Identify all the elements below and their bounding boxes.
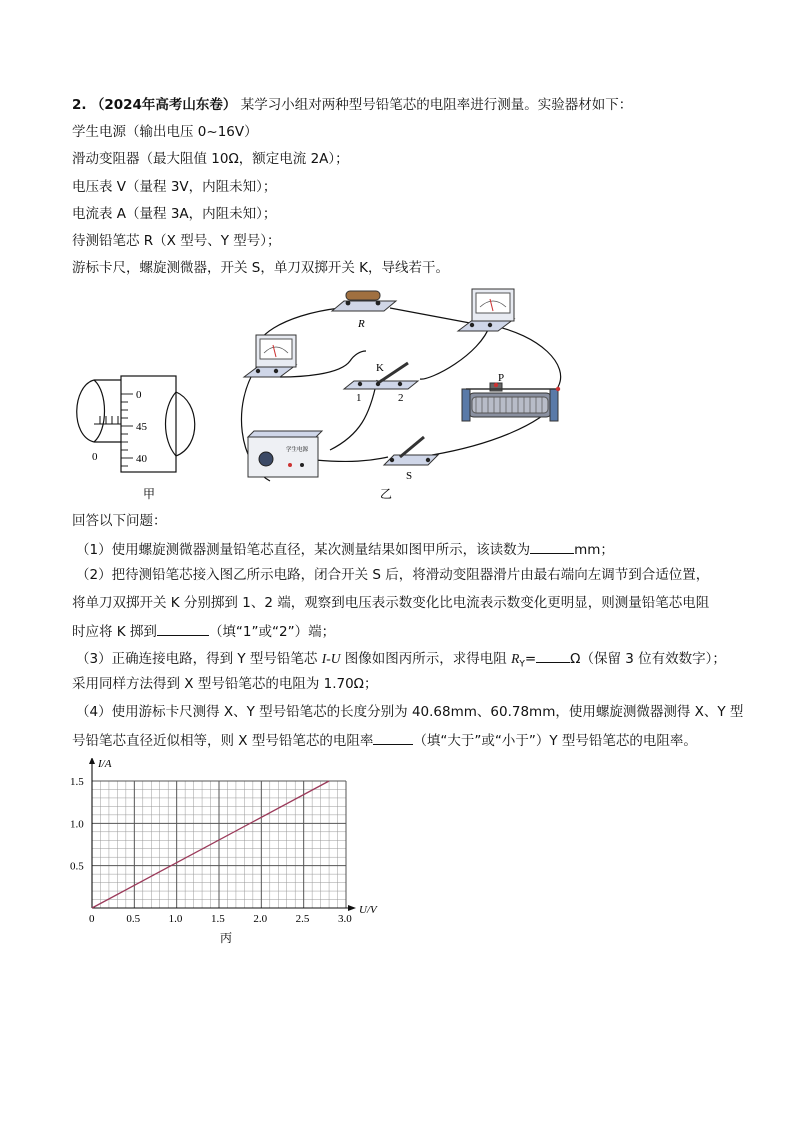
x-tick-label: 3.0 (338, 913, 352, 925)
y-tick-label: 1.5 (70, 776, 84, 788)
answer-blank-1[interactable] (530, 539, 574, 554)
answer-blank-4[interactable] (373, 730, 413, 745)
x-tick-label: 1.0 (168, 913, 183, 925)
x-tick-label: 1.5 (211, 913, 225, 925)
svg-text:R: R (358, 318, 365, 330)
part-2-line-1: （2）把待测铅笔芯接入图乙所示电路，闭合开关 S 后，将滑动变阻器滑片由最右端向左调节到合适位置， (76, 567, 710, 583)
rheostat (462, 372, 560, 421)
resistor-pencil-lead (332, 291, 396, 330)
ammeter (458, 289, 514, 331)
voltmeter (244, 335, 296, 377)
equipment-item: 电压表 V（量程 3V，内阻未知）； (72, 179, 277, 195)
answer-blank-2[interactable] (157, 621, 209, 636)
y-tick-label: 0.5 (70, 860, 84, 873)
x-tick-label: 0.5 (126, 913, 141, 925)
part-2-line-2: 将单刀双掷开关 K 分别掷到 1、2 端，观察到电压表示数变化比电流表示数变化更明显，则测量铅笔芯电阻 (72, 595, 710, 611)
part-1: （1）使用螺旋测微器测量铅笔芯直径，某次测量结果如图甲所示，该读数为 mm； (76, 539, 614, 559)
x-tick-label: 2.0 (253, 913, 268, 925)
x-tick-label: 2.5 (295, 913, 310, 925)
y-tick-label: 1.0 (70, 818, 84, 831)
svg-text:2: 2 (398, 392, 404, 404)
x-tick-label: 0 (89, 913, 95, 925)
figure-yi-caption: 乙 (380, 487, 393, 501)
iu-chart (66, 758, 386, 948)
equipment-item: 学生电源（输出电压 0~16V） (72, 124, 258, 140)
part-3-line-1: （3）正确连接电路，得到 Y 型号铅笔芯 I-U 图像如图丙所示，求得电阻 $R_Y= \Omega$（保留 3 位有效数字）； (76, 648, 726, 674)
part-3-line-2: 采用同样方法得到 X 型号铅笔芯的电阻为 1.70Ω； (72, 676, 378, 692)
part-4-line-1: （4）使用游标卡尺测得 X、Y 型号铅笔芯的长度分别为 40.68mm、60.78mm，使用螺旋测微器测得 X、Y 型 (76, 704, 744, 720)
thimble-mark: 0 (136, 389, 142, 401)
equipment-item: 游标卡尺，螺旋测微器，开关 S，单刀双掷开关 K，导线若干。 (72, 260, 450, 276)
switch-k (344, 362, 418, 404)
thimble-mark: 40 (136, 453, 147, 465)
question-intro: 某学习小组对两种型号铅笔芯的电阻率进行测量。实验器材如下： (240, 97, 633, 113)
svg-text:学生电源: 学生电源 (286, 447, 309, 453)
svg-text:P: P (498, 372, 505, 384)
thimble-mark: 45 (136, 421, 147, 433)
sleeve-mark: 0 (92, 451, 98, 463)
svg-text:K: K (376, 362, 384, 374)
power-supply (248, 431, 322, 477)
svg-text:1: 1 (356, 392, 362, 404)
part-4-line-2: 号铅笔芯直径近似相等，则 X 型号铅笔芯的电阻率 （填“大于”或“小于”）Y 型号铅笔芯的电阻率。 (72, 730, 697, 750)
y-axis-arrow (89, 758, 95, 764)
x-axis-arrow (348, 905, 356, 911)
part-2-line-3: 时应将 K 掷到 （填“1”或“2”）端； (72, 621, 335, 641)
figure-bing-caption: 丙 (220, 931, 233, 945)
answer-blank-3[interactable] (536, 648, 570, 663)
switch-s (384, 437, 438, 482)
circuit-figure (240, 285, 580, 501)
x-axis-label: U/V (359, 904, 377, 916)
equipment-item: 电流表 A（量程 3A，内阻未知）； (72, 206, 277, 222)
figure-jia-caption: 甲 (143, 487, 156, 501)
micrometer-figure (66, 372, 206, 504)
y-axis-label: I/A (98, 758, 112, 770)
question-source: （2024年高考山东卷） (90, 97, 237, 113)
question-header (72, 96, 632, 114)
answer-prompt: 回答以下问题： (72, 513, 167, 529)
grid-major (92, 781, 346, 908)
question-number: 2. (72, 97, 87, 113)
equipment-item: 滑动变阻器（最大阻值 10Ω，额定电流 2A）； (72, 151, 349, 167)
svg-text:S: S (406, 470, 413, 482)
equipment-item: 待测铅笔芯 R（X 型号、Y 型号）； (72, 233, 281, 249)
